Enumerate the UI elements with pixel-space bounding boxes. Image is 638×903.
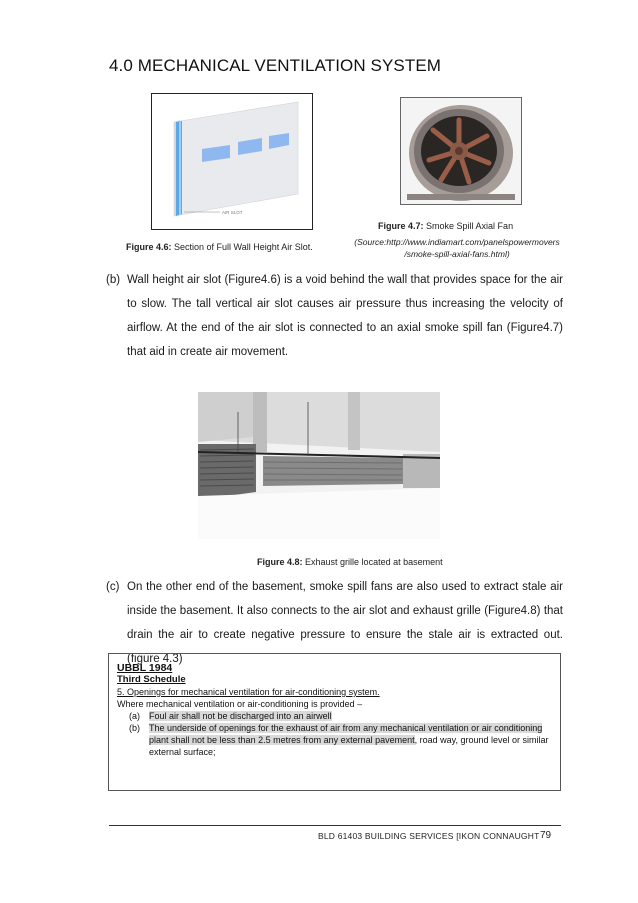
caption-text: Smoke Spill Axial Fan — [426, 221, 514, 231]
highlighted-text: Foul air shall not be discharged into an airwell — [149, 711, 332, 721]
ubbl-regulation-box — [108, 653, 561, 791]
caption-text: Exhaust grille located at basement — [305, 557, 443, 567]
air-slot-label: AIR SLOT — [222, 210, 243, 215]
source-line-2: /smoke-spill-axial-fans.html) — [404, 249, 510, 259]
figure-4-6-caption — [126, 242, 313, 252]
caption-label: Figure 4.6: — [126, 242, 172, 252]
figure-4-8-caption — [257, 557, 443, 567]
footer-divider — [109, 825, 561, 826]
list-marker: (b) — [129, 723, 140, 733]
list-marker: (b) — [106, 274, 121, 286]
ubbl-schedule: Third Schedule — [117, 674, 186, 685]
exhaust-grille-photo — [198, 392, 440, 539]
axial-fan-photo — [401, 98, 521, 204]
caption-label: Figure 4.8: — [257, 557, 303, 567]
air-slot-section-drawing — [152, 94, 312, 229]
caption-text: Section of Full Wall Height Air Slot. — [174, 242, 313, 252]
ubbl-clause: 5. Openings for mechanical ventilation for air-conditioning system. — [117, 687, 380, 697]
list-marker: (c) — [106, 581, 120, 593]
ubbl-item-a — [117, 710, 552, 722]
item-text: , road way, ground level or similar external surface; — [149, 735, 549, 757]
caption-label: Figure 4.7: — [378, 221, 424, 231]
page-title: 4.0 MECHANICAL VENTILATION SYSTEM — [109, 56, 442, 75]
ubbl-item-b — [117, 722, 552, 758]
figure-4-7-caption — [378, 221, 513, 231]
paragraph-text: On the other end of the basement, smoke spill fans are also used to extract stale air inside the basement. It also connects to the air slot and exhaust grille (Figure4.8) that drain the air to create negative pressure to ensure the stale air is extracted out. (figure 4.3) — [127, 581, 563, 665]
list-marker: (a) — [129, 711, 140, 721]
ubbl-intro: Where mechanical ventilation or air-conditioning is provided – — [117, 699, 363, 709]
highlighted-text: The underside of openings for the exhaust of air from any mechanical ventilation or air conditioning plant shall not be less than 2.5 metres from any external pavement — [149, 723, 543, 745]
ubbl-title: UBBL 1984 — [117, 662, 173, 674]
page-number: 79 — [540, 830, 552, 841]
figure-4-7-source — [348, 236, 566, 260]
figure-4-7-image — [400, 97, 522, 205]
footer-text: BLD 61403 BUILDING SERVICES [IKON CONNAUGHT — [318, 831, 540, 841]
source-line-1: (Source:http://www.indiamart.com/panelspowermovers — [354, 237, 560, 247]
figure-4-8-image — [198, 392, 440, 539]
paragraph-b — [106, 268, 563, 364]
paragraph-text: Wall height air slot (Figure4.6) is a void behind the wall that provides space for the air to slow. The tall vertical air slot causes air pressure thus increasing the velocity of airflow. At the end of the air slot is connected to an axial smoke spill fan (Figure4.7) that aid in create air movement. — [127, 274, 563, 358]
figure-4-6-image — [151, 93, 313, 230]
